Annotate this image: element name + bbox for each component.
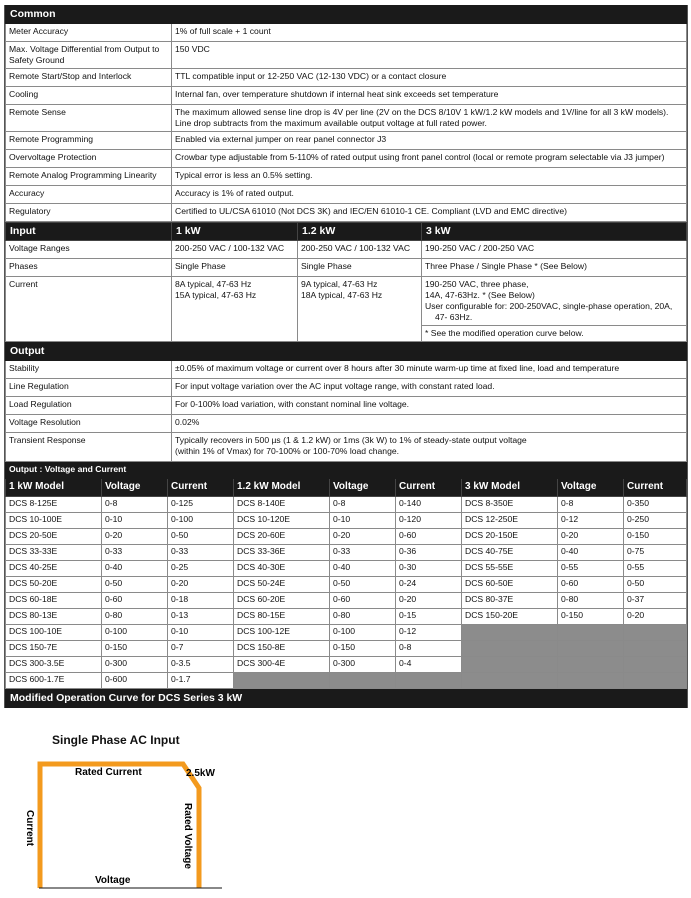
model-row <box>6 641 687 657</box>
curve-title: Single Phase AC Input <box>52 733 180 747</box>
curve-header: Modified Operation Curve for DCS Series 3 kW <box>6 690 687 708</box>
spec-label: Cooling <box>6 87 172 105</box>
output-row <box>6 379 687 397</box>
common-row <box>6 42 687 69</box>
model-cell: DCS 600-1.7E <box>6 673 102 689</box>
spec-value: For 0-100% load variation, with constant nominal line voltage. <box>172 397 687 415</box>
model-cell: DCS 150-7E <box>6 641 102 657</box>
common-row <box>6 132 687 150</box>
phases-1kw: Single Phase <box>172 259 298 277</box>
model-cell: DCS 100-12E <box>234 625 330 641</box>
current-1kw-line: 8A typical, 47-63 Hz <box>175 279 252 289</box>
spec-value: Accuracy is 1% of rated output. <box>172 186 687 204</box>
spec-label: Stability <box>6 361 172 379</box>
model-cell: 0-1.7 <box>168 673 234 689</box>
model-row <box>6 625 687 641</box>
empty-cell <box>558 641 624 657</box>
model-cell: 0-60 <box>330 593 396 609</box>
model-cell: 0-7 <box>168 641 234 657</box>
model-cell: 0-33 <box>168 545 234 561</box>
model-cell: 0-80 <box>330 609 396 625</box>
transient-line: (within 1% of Vmax) for 70-100% or 100-70% load change. <box>175 446 400 456</box>
spec-value: Enabled via external jumper on rear panel connector J3 <box>172 132 687 150</box>
model-cell: 0-60 <box>558 577 624 593</box>
model-cell: 0-150 <box>624 529 687 545</box>
voltage-ranges-label: Voltage Ranges <box>6 241 172 259</box>
common-table <box>5 5 687 222</box>
current-1kw <box>172 277 298 342</box>
current-3kw-line: 14A, 47-63Hz. * (See Below) <box>425 290 535 300</box>
input-note: * See the modified operation curve below. <box>422 326 687 342</box>
common-row <box>6 186 687 204</box>
current-3kw <box>422 277 687 326</box>
model-cell: DCS 40-25E <box>6 561 102 577</box>
spec-label: Overvoltage Protection <box>6 150 172 168</box>
model-cell: 0-350 <box>624 497 687 513</box>
model-cell: DCS 150-20E <box>462 609 558 625</box>
model-cell: DCS 10-100E <box>6 513 102 529</box>
model-cell: DCS 300-4E <box>234 657 330 673</box>
empty-cell <box>558 673 624 689</box>
current-1kw-line: 15A typical, 47-63 Hz <box>175 290 257 300</box>
model-cell: 0-150 <box>102 641 168 657</box>
model-cell: 0-25 <box>168 561 234 577</box>
common-header: Common <box>6 6 687 24</box>
rated-current-label: Rated Current <box>75 767 142 778</box>
model-cell: 0-300 <box>102 657 168 673</box>
output-row <box>6 415 687 433</box>
model-cell: 0-30 <box>396 561 462 577</box>
phases-label: Phases <box>6 259 172 277</box>
spec-label: Line Regulation <box>6 379 172 397</box>
common-row <box>6 150 687 168</box>
spec-label: Remote Start/Stop and Interlock <box>6 69 172 87</box>
common-row <box>6 24 687 42</box>
model-cell: 0-15 <box>396 609 462 625</box>
current-12kw-line: 18A typical, 47-63 Hz <box>301 290 383 300</box>
model-cell: DCS 60-18E <box>6 593 102 609</box>
current-3kw-line: User configurable for: 200-250VAC, single-phase operation, 20A, <box>425 301 673 311</box>
model-cell: DCS 33-33E <box>6 545 102 561</box>
current-12kw <box>298 277 422 342</box>
model-cell: 0-10 <box>330 513 396 529</box>
model-cell: 0-150 <box>330 641 396 657</box>
model-cell: 0-33 <box>102 545 168 561</box>
model-cell: 0-100 <box>102 625 168 641</box>
model-cell: 0-40 <box>102 561 168 577</box>
model-cell: 0-60 <box>396 529 462 545</box>
empty-cell <box>558 657 624 673</box>
model-cell: 0-75 <box>624 545 687 561</box>
transient-line: Typically recovers in 500 µs (1 & 1.2 kW) or 1ms (3k W) to 1% of steady-state output voltage <box>175 435 527 445</box>
spec-value: 150 VDC <box>172 42 687 69</box>
model-cell: 0-10 <box>168 625 234 641</box>
common-row <box>6 204 687 222</box>
model-column-header: Current <box>396 479 462 497</box>
model-cell: DCS 100-10E <box>6 625 102 641</box>
model-cell: 0-80 <box>102 609 168 625</box>
model-cell: DCS 12-250E <box>462 513 558 529</box>
spec-value: For input voltage variation over the AC input voltage range, with constant rated load. <box>172 379 687 397</box>
model-cell: 0-8 <box>330 497 396 513</box>
model-column-header: 1.2 kW Model <box>234 479 330 497</box>
model-cell: DCS 80-15E <box>234 609 330 625</box>
spec-label: Remote Sense <box>6 105 172 132</box>
common-row <box>6 168 687 186</box>
model-cell: 0-300 <box>330 657 396 673</box>
spec-value: Certified to UL/CSA 61010 (Not DCS 3K) and IEC/EN 61010-1 CE. Compliant (LVD and EMC directive) <box>172 204 687 222</box>
power-label: 2.5kW <box>186 768 215 779</box>
model-cell: 0-600 <box>102 673 168 689</box>
model-cell: 0-12 <box>396 625 462 641</box>
current-3kw-line: 190-250 VAC, three phase, <box>425 279 529 289</box>
empty-cell <box>462 641 558 657</box>
input-col-1kw: 1 kW <box>172 223 298 241</box>
output-row <box>6 361 687 379</box>
model-row <box>6 657 687 673</box>
current-3kw-line: 47- 63Hz. <box>435 312 473 322</box>
spec-value: Internal fan, over temperature shutdown if internal heat sink exceeds set temperature <box>172 87 687 105</box>
model-cell: 0-120 <box>396 513 462 529</box>
empty-cell <box>234 673 330 689</box>
model-cell: DCS 40-75E <box>462 545 558 561</box>
current-12kw-line: 9A typical, 47-63 Hz <box>301 279 378 289</box>
spec-label: Meter Accuracy <box>6 24 172 42</box>
model-column-header: Current <box>168 479 234 497</box>
curve-line <box>40 764 199 888</box>
model-cell: 0-20 <box>330 529 396 545</box>
spec-value: TTL compatible input or 12-250 VAC (12-130 VDC) or a contact closure <box>172 69 687 87</box>
model-cell: DCS 33-36E <box>234 545 330 561</box>
model-cell: DCS 20-150E <box>462 529 558 545</box>
model-cell: 0-60 <box>102 593 168 609</box>
spec-sheet <box>4 5 688 708</box>
models-table <box>5 462 687 689</box>
model-column-header: Current <box>624 479 687 497</box>
empty-cell <box>624 641 687 657</box>
model-cell: DCS 150-8E <box>234 641 330 657</box>
model-cell: DCS 8-125E <box>6 497 102 513</box>
empty-cell <box>624 657 687 673</box>
empty-cell <box>462 625 558 641</box>
model-cell: 0-8 <box>558 497 624 513</box>
model-cell: DCS 60-20E <box>234 593 330 609</box>
spec-label: Accuracy <box>6 186 172 204</box>
model-cell: 0-140 <box>396 497 462 513</box>
model-cell: 0-50 <box>330 577 396 593</box>
model-cell: 0-100 <box>330 625 396 641</box>
spec-value: Typical error is less an 0.5% setting. <box>172 168 687 186</box>
model-cell: DCS 20-50E <box>6 529 102 545</box>
model-cell: 0-55 <box>624 561 687 577</box>
model-cell: DCS 8-140E <box>234 497 330 513</box>
model-cell: 0-20 <box>168 577 234 593</box>
common-row <box>6 69 687 87</box>
common-row <box>6 87 687 105</box>
spec-label: Remote Analog Programming Linearity <box>6 168 172 186</box>
input-col-12kw: 1.2 kW <box>298 223 422 241</box>
model-row <box>6 609 687 625</box>
model-cell: DCS 60-50E <box>462 577 558 593</box>
phases-3kw: Three Phase / Single Phase * (See Below) <box>422 259 687 277</box>
spec-label: Remote Programming <box>6 132 172 150</box>
current-label: Current <box>6 277 172 342</box>
spec-value: The maximum allowed sense line drop is 4V per line (2V on the DCS 8/10V 1 kW/1.2 kW models and 1V/line for all 3 kW models). Line drop subtracts from the maximum available output voltage at full rated power. <box>172 105 687 132</box>
model-cell: 0-36 <box>396 545 462 561</box>
model-row <box>6 529 687 545</box>
model-cell: 0-50 <box>624 577 687 593</box>
spec-label: Voltage Resolution <box>6 415 172 433</box>
empty-cell <box>462 673 558 689</box>
rated-voltage-label: Rated Voltage <box>182 803 193 869</box>
model-cell: DCS 80-13E <box>6 609 102 625</box>
curve-table <box>5 689 687 708</box>
model-row <box>6 577 687 593</box>
model-cell: DCS 20-60E <box>234 529 330 545</box>
model-row <box>6 545 687 561</box>
model-cell: 0-20 <box>624 609 687 625</box>
empty-cell <box>462 657 558 673</box>
model-row <box>6 513 687 529</box>
model-cell: DCS 50-20E <box>6 577 102 593</box>
output-header: Output <box>6 343 687 361</box>
model-cell: 0-20 <box>102 529 168 545</box>
spec-value: ±0.05% of maximum voltage or current over 8 hours after 30 minute warm-up time at fixed line, load and temperature <box>172 361 687 379</box>
model-cell: 0-8 <box>102 497 168 513</box>
spec-label: Max. Voltage Differential from Output to Safety Ground <box>6 42 172 69</box>
spec-value: 0.02% <box>172 415 687 433</box>
voltage-1kw: 200-250 VAC / 100-132 VAC <box>172 241 298 259</box>
common-row <box>6 105 687 132</box>
model-cell: 0-24 <box>396 577 462 593</box>
model-column-header: Voltage <box>330 479 396 497</box>
model-cell: 0-55 <box>558 561 624 577</box>
model-cell: 0-20 <box>396 593 462 609</box>
model-cell: 0-20 <box>558 529 624 545</box>
model-cell: 0-50 <box>168 529 234 545</box>
spec-label: Load Regulation <box>6 397 172 415</box>
model-cell: DCS 300-3.5E <box>6 657 102 673</box>
model-cell: 0-10 <box>102 513 168 529</box>
x-axis-label: Voltage <box>95 875 131 886</box>
y-axis-label: Current <box>24 810 35 847</box>
model-cell: DCS 50-24E <box>234 577 330 593</box>
transient-value <box>172 433 687 462</box>
model-cell: 0-33 <box>330 545 396 561</box>
empty-cell <box>624 673 687 689</box>
model-column-header: Voltage <box>558 479 624 497</box>
spec-value: 1% of full scale + 1 count <box>172 24 687 42</box>
model-cell: 0-13 <box>168 609 234 625</box>
model-row <box>6 497 687 513</box>
model-row <box>6 561 687 577</box>
model-column-header: 1 kW Model <box>6 479 102 497</box>
empty-cell <box>396 673 462 689</box>
input-table <box>5 222 687 342</box>
model-cell: 0-18 <box>168 593 234 609</box>
voltage-12kw: 200-250 VAC / 100-132 VAC <box>298 241 422 259</box>
model-cell: 0-8 <box>396 641 462 657</box>
transient-label: Transient Response <box>6 433 172 462</box>
spec-value: Crowbar type adjustable from 5-110% of rated output using front panel control (local or remote program selectable via J3 jumper) <box>172 150 687 168</box>
models-header: Output : Voltage and Current <box>6 463 687 479</box>
model-column-header: Voltage <box>102 479 168 497</box>
model-cell: DCS 80-37E <box>462 593 558 609</box>
spec-label: Regulatory <box>6 204 172 222</box>
model-cell: 0-40 <box>558 545 624 561</box>
model-cell: 0-40 <box>330 561 396 577</box>
model-cell: DCS 40-30E <box>234 561 330 577</box>
phases-12kw: Single Phase <box>298 259 422 277</box>
model-cell: DCS 8-350E <box>462 497 558 513</box>
model-cell: 0-125 <box>168 497 234 513</box>
model-cell: DCS 10-120E <box>234 513 330 529</box>
input-col-3kw: 3 kW <box>422 223 687 241</box>
model-cell: 0-3.5 <box>168 657 234 673</box>
output-row <box>6 397 687 415</box>
model-cell: 0-4 <box>396 657 462 673</box>
model-cell: 0-37 <box>624 593 687 609</box>
model-row <box>6 593 687 609</box>
model-cell: 0-100 <box>168 513 234 529</box>
model-cell: 0-80 <box>558 593 624 609</box>
model-cell: 0-250 <box>624 513 687 529</box>
voltage-3kw: 190-250 VAC / 200-250 VAC <box>422 241 687 259</box>
model-cell: 0-150 <box>558 609 624 625</box>
model-column-header: 3 kW Model <box>462 479 558 497</box>
empty-cell <box>330 673 396 689</box>
empty-cell <box>558 625 624 641</box>
model-cell: 0-12 <box>558 513 624 529</box>
empty-cell <box>624 625 687 641</box>
model-cell: 0-50 <box>102 577 168 593</box>
model-cell: DCS 55-55E <box>462 561 558 577</box>
output-table <box>5 342 687 462</box>
model-row <box>6 673 687 689</box>
input-header: Input <box>6 223 172 241</box>
